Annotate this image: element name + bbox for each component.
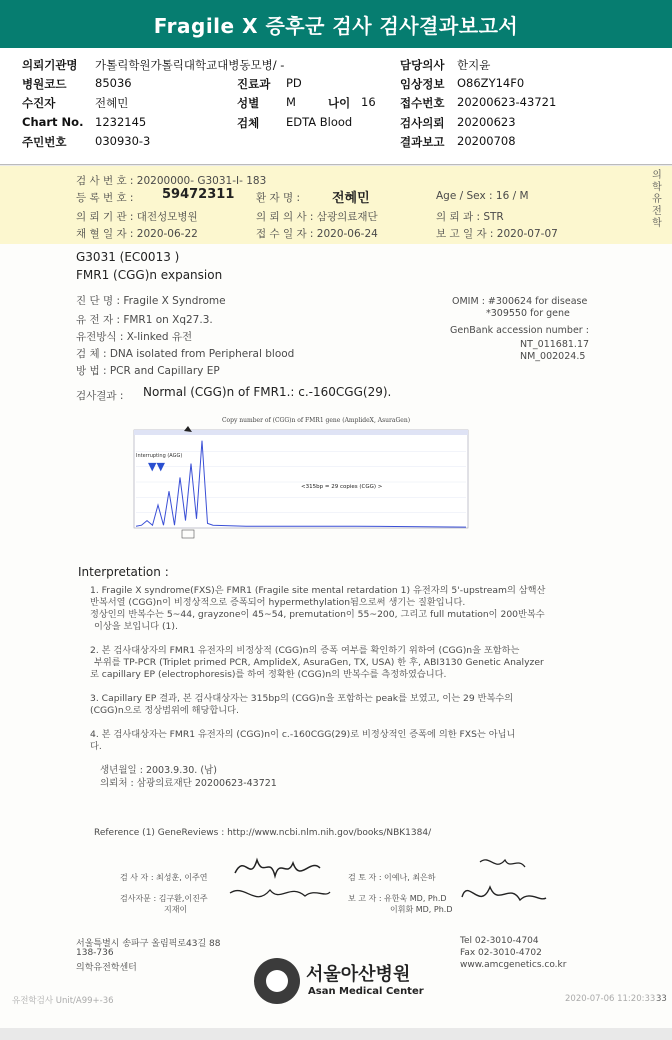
info-value: PD	[286, 76, 302, 90]
draw-date: 채 혈 일 자 : 2020-06-22	[76, 228, 198, 240]
interrupt-annotation: Interrupting (AGG)	[136, 453, 183, 459]
gene: 유 전 자 : FMR1 on Xq27.3.	[76, 314, 213, 326]
footer-right: 2020-07-06 11:20:33	[565, 994, 656, 1004]
info-label: 나이	[328, 96, 351, 110]
sign-advisor-2: 지재이	[164, 905, 188, 914]
info-label: 담당의사	[400, 58, 445, 72]
omim-disease: OMIM : #300624 for disease	[452, 296, 588, 307]
interpretation-line: 이상을 보입니다 (1).	[94, 621, 178, 632]
address-line1: 서울특별시 송파구 올림픽로43길 88	[76, 939, 221, 949]
peak-annotation: <315bp = 29 copies (CGG) >	[301, 484, 383, 490]
interpretation-line: 3. Capillary EP 결과, 본 검사대상자는 315bp의 (CGG)n을 포함하는 peak를 보였고, 이는 29 반복수의	[90, 693, 514, 704]
result-label: 검사결과 :	[76, 390, 124, 402]
reference: Reference (1) GeneReviews : http://www.ncbi.nlm.nih.gov/books/NBK1384/	[94, 828, 432, 838]
genbank-nm: NM_002024.5	[520, 351, 586, 362]
info-label: 주민번호	[22, 135, 67, 149]
tel: Tel 02-3010-4704	[460, 936, 539, 946]
age-sex: Age / Sex : 16 / M	[436, 190, 529, 202]
interpretation-line: 1. Fragile X syndrome(FXS)은 FMR1 (Fragile site mental retardation 1) 유전자의 5'-upstream의 삼핵산	[90, 585, 546, 596]
footer-left: 유전학검사 Unit/A99+-36	[12, 996, 114, 1006]
info-label: 임상정보	[400, 77, 445, 91]
info-label: 검체	[237, 116, 260, 130]
info-value: 20200623	[457, 115, 516, 129]
patient-info-panel	[0, 48, 672, 165]
omim-gene: *309550 for gene	[486, 308, 570, 319]
doctor: 의 뢰 의 사 : 삼광의료재단	[256, 211, 378, 223]
info-value: 가톨릭학원가톨릭대학교대병동모병/ -	[95, 58, 285, 72]
genbank-nt: NT_011681.17	[520, 339, 590, 350]
chart-title: Copy number of (CGG)n of FMR1 gene (AmplideX, AsuraGen)	[221, 417, 411, 424]
method: 방 법 : PCR and Capillary EP	[76, 365, 220, 377]
interpretation-title: Interpretation :	[78, 565, 169, 579]
signature-tester	[225, 848, 335, 918]
diagnosis: 진 단 명 : Fragile X Syndrome	[76, 295, 226, 307]
website: www.amcgenetics.co.kr	[460, 960, 567, 970]
reg-value: 59472311	[162, 187, 235, 202]
info-label: 성별	[237, 96, 260, 110]
interpretation-line: 로 capillary EP (electrophoresis)를 하여 정확한 (CGG)n의 반복수를 측정하였습니다.	[90, 669, 447, 680]
info-value: 한지윤	[457, 58, 491, 72]
info-label: 접수번호	[400, 96, 445, 110]
peak-label-box	[182, 530, 194, 538]
sign-reviewer: 검 토 자 : 이예나, 최은하	[348, 873, 436, 882]
page-bottom	[0, 1028, 672, 1040]
logo-center	[266, 970, 288, 992]
signature-reviewer	[450, 852, 550, 922]
info-value: 20200623-43721	[457, 95, 557, 109]
report-title: Fragile X 증후군 검사 검사결과보고서	[153, 13, 519, 38]
info-label: 병원코드	[22, 77, 67, 91]
inheritance: 유전방식 : X-linked 유전	[76, 331, 193, 343]
sign-reporter-2: 이휘화 MD, Ph.D	[390, 905, 453, 914]
reg-label: 등 록 번 호 :	[76, 192, 134, 204]
interpretation-line: 2. 본 검사대상자의 FMR1 유전자의 비정상적 (CGG)n의 증폭 여부를 확인하기 위하여 (CGG)n을 포함하는	[90, 645, 520, 656]
agg-marker: ▼▼	[148, 460, 165, 473]
requester: 의뢰처 : 삼광의료재단 20200623-43721	[100, 778, 277, 789]
sign-reporter: 보 고 자 : 유한욱 MD, Ph.D	[348, 894, 447, 903]
sign-tester: 검 사 자 : 최성훈, 이주연	[120, 873, 208, 882]
info-value: 16	[361, 95, 376, 109]
interpretation-line: 부위를 TP-PCR (Triplet primed PCR, AmplideX, AsuraGen, TX, USA) 한 후, ABI3130 Genetic Analyzer	[94, 657, 544, 668]
address-line2: 138-736	[76, 948, 114, 958]
sign-advisor: 검사자문 : 김구환,이진주	[120, 894, 208, 903]
receive-date: 접 수 일 자 : 2020-06-24	[256, 228, 378, 240]
birth-date: 생년월일 : 2003.9.30. (남)	[100, 765, 217, 776]
department: 의 뢰 과 : STR	[436, 211, 504, 223]
patient-label: 환 자 명 :	[256, 192, 300, 204]
report-date: 보 고 일 자 : 2020-07-07	[436, 228, 558, 240]
genbank-label: GenBank accession number :	[450, 325, 589, 336]
chart-svg	[126, 412, 472, 542]
patient-value: 전혜민	[332, 191, 370, 206]
interpretation-line: 4. 본 검사대상자는 FMR1 유전자의 (CGG)n이 c.-160CGG(29)로 비정상적인 증폭에 의한 FXS는 아닙니	[90, 729, 516, 740]
info-label: 수진자	[22, 96, 56, 110]
institution: 의 뢰 기 관 : 대전성모병원	[76, 211, 198, 223]
report-header	[0, 0, 672, 48]
info-label: 의뢰기관명	[22, 58, 78, 72]
specimen: 검 체 : DNA isolated from Peripheral blood	[76, 348, 295, 360]
address-line3: 의학유전학센터	[76, 963, 137, 973]
info-value: 1232145	[95, 115, 147, 129]
info-value: 20200708	[457, 134, 516, 148]
info-label: 진료과	[237, 77, 271, 91]
test-number: 검 사 번 호 : 20200000- G3031-I- 183	[76, 175, 267, 187]
hospital-name-en: Asan Medical Center	[308, 986, 424, 997]
cgg-electropherogram	[126, 412, 472, 542]
test-name: FMR1 (CGG)n expansion	[76, 268, 223, 282]
interpretation-line: (CGG)n으로 정상범위에 해당합니다.	[90, 705, 239, 716]
info-value: O86ZY14F0	[457, 76, 525, 90]
fax: Fax 02-3010-4702	[460, 948, 542, 958]
info-value: 030930-3	[95, 134, 151, 148]
info-value: 전혜민	[95, 96, 129, 110]
result-value: Normal (CGG)n of FMR1.: c.-160CGG(29).	[143, 385, 392, 399]
hospital-name-kr: 서울아산병원	[306, 964, 411, 985]
interpretation-line: 다.	[90, 741, 102, 752]
peak-arrow	[184, 426, 192, 432]
interpretation-line: 반복서열 (CGG)n이 비정상적으로 증폭되어 hypermethylation됨으로써 생기는 질환입니다.	[90, 597, 466, 608]
info-label: 결과보고	[400, 135, 445, 149]
test-code: G3031 (EC0013 )	[76, 250, 180, 264]
page-number: 33	[656, 994, 667, 1004]
info-label: Chart No.	[22, 115, 84, 129]
interpretation-line: 정상인의 반복수는 5~44, grayzone이 45~54, premutation이 55~200, 그리고 full mutation이 200반복수	[90, 609, 545, 620]
info-label: 검사의뢰	[400, 116, 445, 130]
side-label: 의학유전학	[652, 170, 662, 229]
info-value: EDTA Blood	[286, 115, 353, 129]
info-value: 85036	[95, 76, 132, 90]
plot-header-bar	[134, 430, 468, 435]
info-value: M	[286, 95, 296, 109]
